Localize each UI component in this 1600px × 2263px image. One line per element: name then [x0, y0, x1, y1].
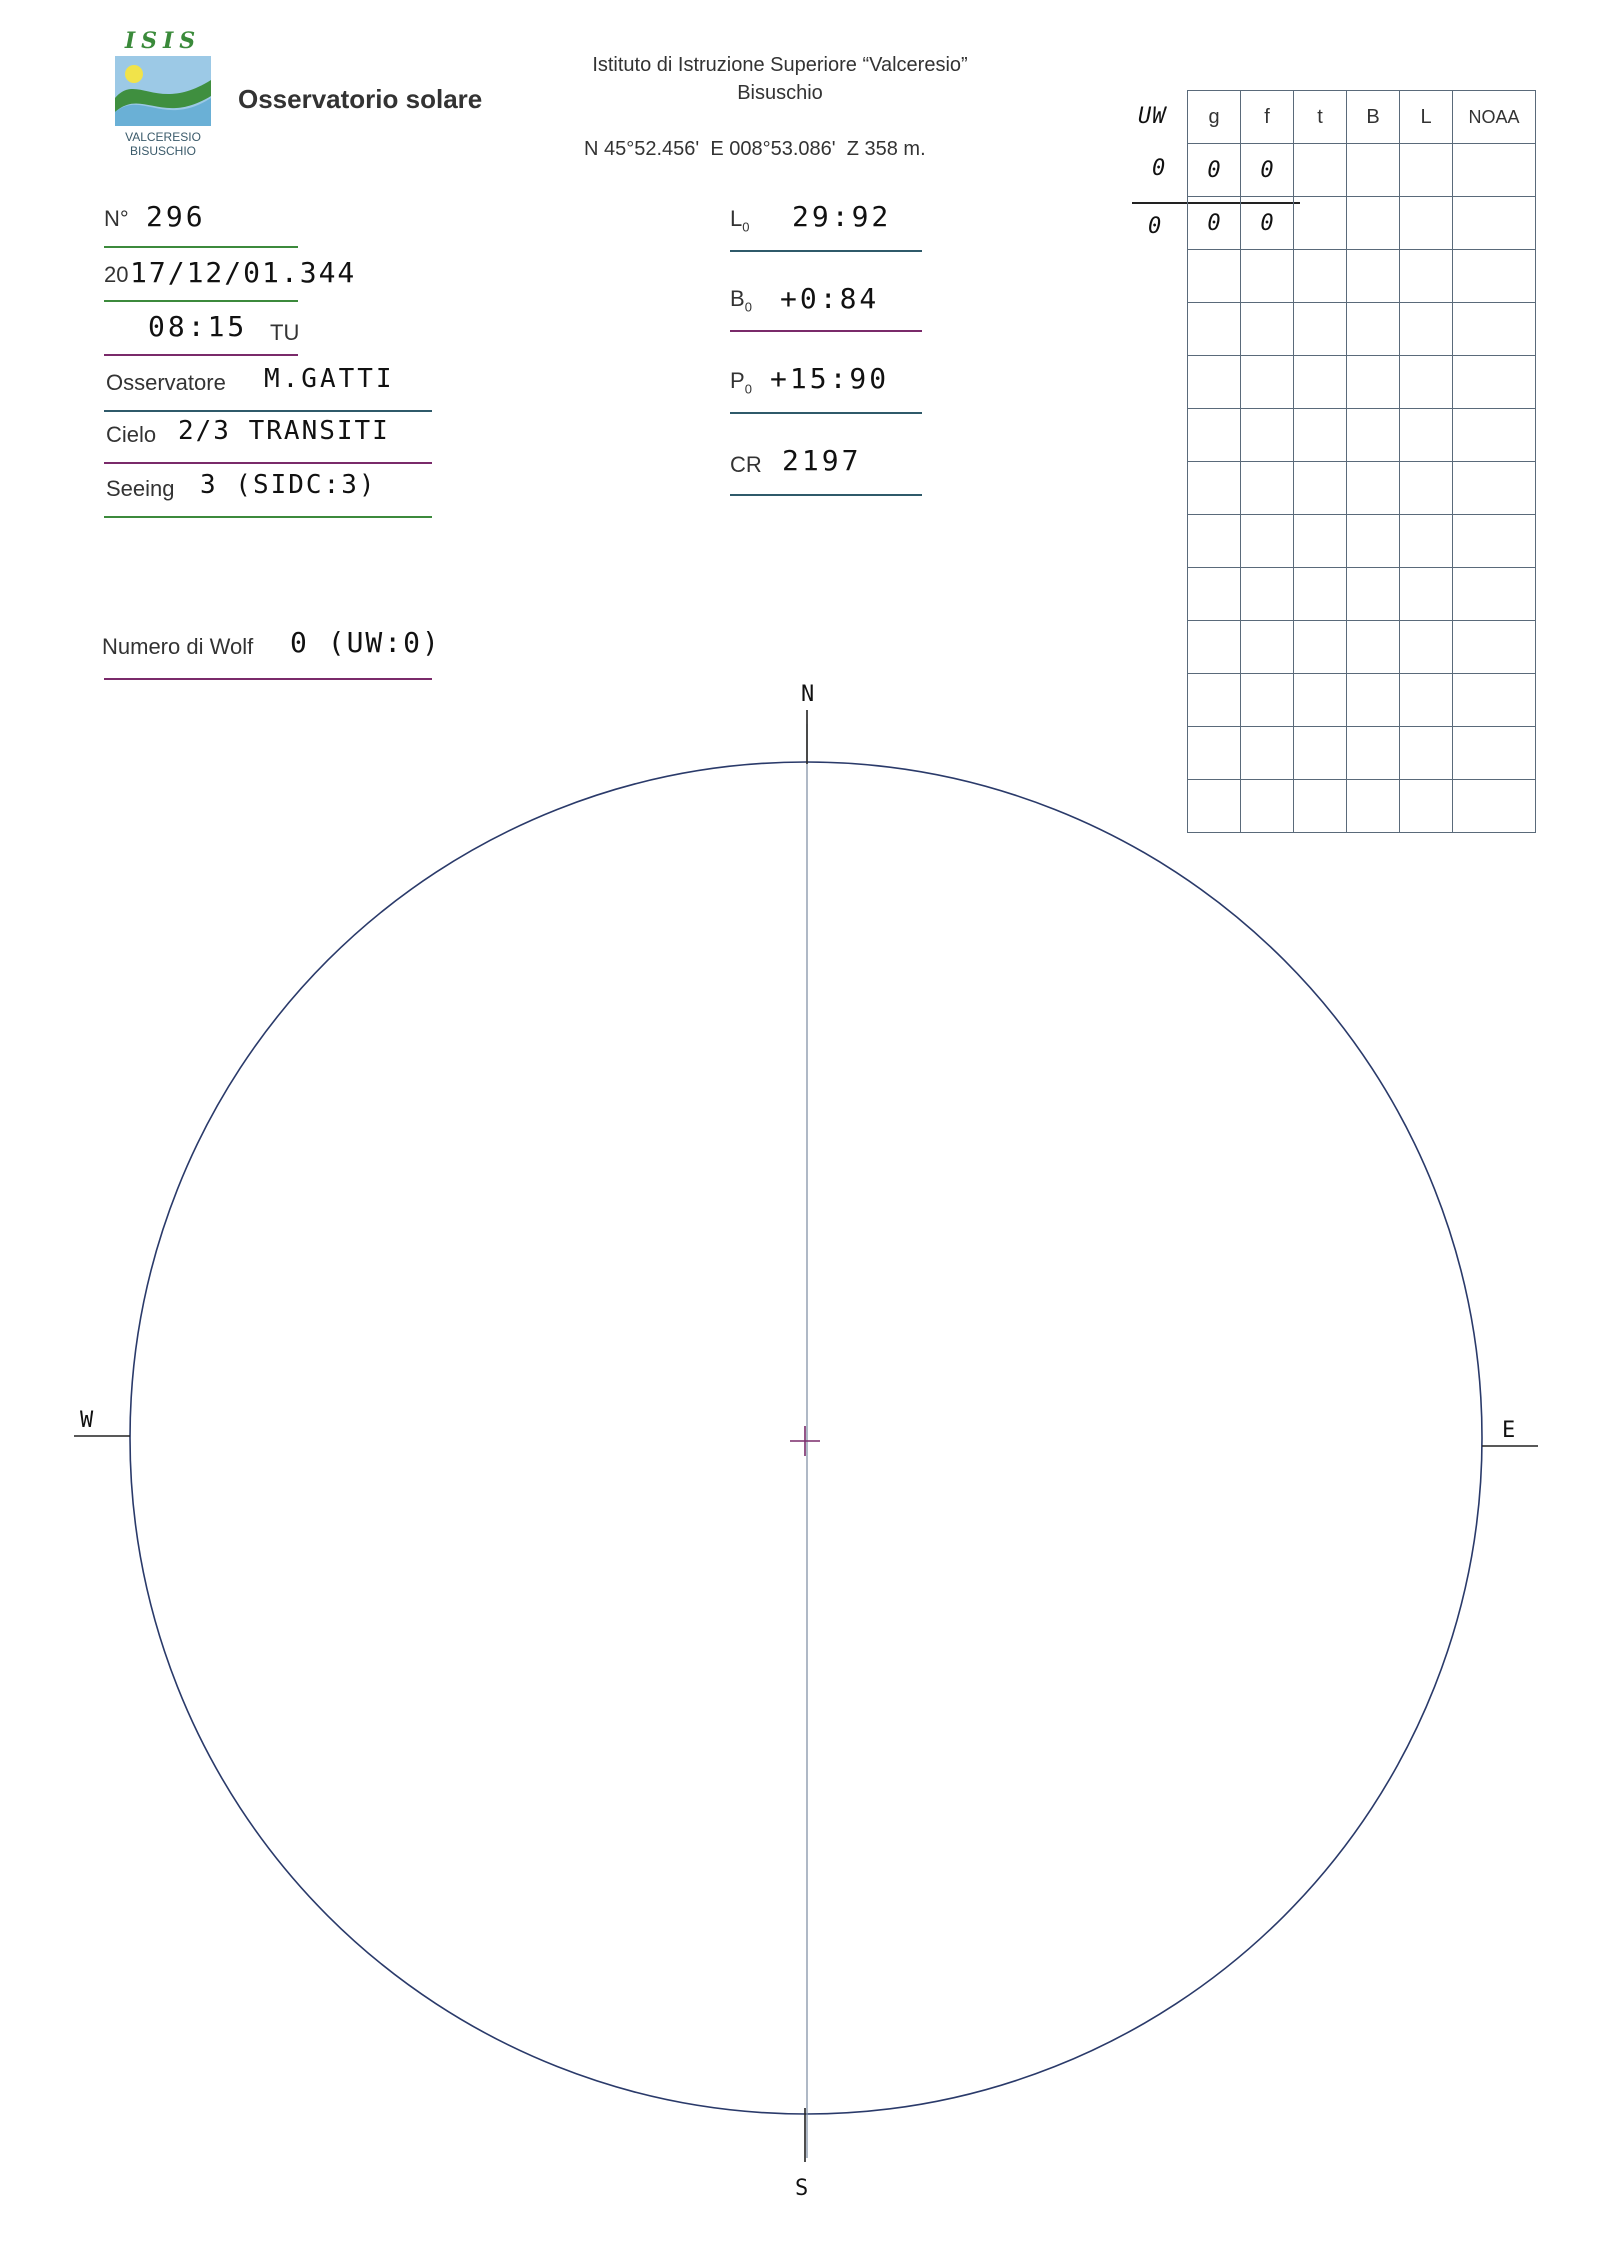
logo-caption-2: BISUSCHIO	[129, 144, 196, 158]
seeing-value: 3 (SIDC:3)	[200, 470, 377, 500]
observatory-title: Osservatorio solare	[238, 84, 483, 114]
uw-value-1: 0	[1152, 156, 1169, 181]
header-t: t	[1294, 91, 1347, 144]
sky-rule	[104, 462, 432, 464]
number-value: 296	[146, 200, 206, 233]
logo-emblem-icon	[112, 54, 214, 128]
b0-rule	[730, 330, 922, 332]
north-label: N	[801, 682, 815, 707]
cell-l-2	[1400, 197, 1453, 250]
seeing-rule	[104, 516, 432, 518]
cell-g-1: 0	[1188, 144, 1241, 197]
table-row	[1188, 144, 1536, 197]
header-g: g	[1188, 91, 1241, 144]
header-f: f	[1241, 91, 1294, 144]
l0-label: $L_0$	[730, 206, 750, 235]
wolf-value: 0 (UW:0)	[290, 626, 441, 659]
header-noaa: NOAA	[1453, 91, 1536, 144]
time-unit: TU	[270, 320, 300, 345]
east-label: E	[1502, 1418, 1516, 1443]
table-header-row	[1188, 91, 1536, 144]
l0-rule	[730, 250, 922, 252]
table-row	[1188, 197, 1536, 250]
cr-value: 2197	[782, 444, 862, 477]
p0-rule	[730, 412, 922, 414]
seeing-label: Seeing	[106, 476, 175, 501]
cr-rule	[730, 494, 922, 496]
group-count-table	[1187, 90, 1536, 833]
b0-label: $B_0$	[730, 286, 752, 315]
west-label: W	[80, 1408, 94, 1433]
sky-value: 2/3 TRANSITI	[178, 416, 390, 446]
observatory-coordinates: N 45°52.456' E 008°53.086' Z 358 m.	[584, 138, 926, 160]
table-row	[1188, 515, 1536, 568]
wolf-rule	[104, 678, 432, 680]
table-row	[1188, 462, 1536, 515]
table-row	[1188, 780, 1536, 833]
time-rule	[104, 354, 298, 356]
date-prefix: 20	[104, 262, 129, 287]
institute-line-2: Bisuschio	[737, 82, 823, 104]
cell-t-2	[1294, 197, 1347, 250]
logo-caption-1: VALCERESIO	[125, 130, 201, 144]
cell-t-1	[1294, 144, 1347, 197]
uw-value-2: 0	[1148, 214, 1165, 239]
cell-b-2	[1347, 197, 1400, 250]
table-row	[1188, 621, 1536, 674]
number-rule	[104, 246, 298, 248]
cell-noaa-1	[1453, 144, 1536, 197]
date-value: 17/12/01.344	[130, 256, 357, 289]
cr-label: CR	[730, 452, 762, 477]
cell-f-1: 0	[1241, 144, 1294, 197]
cell-noaa-2	[1453, 197, 1536, 250]
cell-g-2: 0	[1188, 197, 1241, 250]
date-rule	[104, 300, 298, 302]
institute-line-1: Istituto di Istruzione Superiore “Valceresio”	[592, 54, 968, 76]
p0-value: +15:90	[770, 362, 890, 395]
table-row	[1188, 303, 1536, 356]
b0-value: +0:84	[780, 282, 880, 315]
cell-l-1	[1400, 144, 1453, 197]
p0-label: $P_0$	[730, 368, 752, 397]
time-value: 08:15	[148, 310, 248, 343]
table-row	[1188, 250, 1536, 303]
uw-header: UW	[1138, 104, 1167, 129]
isis-logo	[112, 28, 214, 160]
observer-rule	[104, 410, 432, 412]
south-label: S	[795, 2176, 809, 2201]
logo-text: ISIS	[124, 28, 202, 54]
header-b: B	[1347, 91, 1400, 144]
observer-value: M.GATTI	[264, 364, 395, 394]
table-row	[1188, 727, 1536, 780]
table-row	[1188, 568, 1536, 621]
table-row	[1188, 674, 1536, 727]
l0-value: 29:92	[792, 200, 892, 233]
observer-label: Osservatore	[106, 370, 226, 395]
number-label: N°	[104, 206, 129, 231]
solar-disk-circle	[130, 762, 1482, 2114]
table-row	[1188, 409, 1536, 462]
header-l: L	[1400, 91, 1453, 144]
table-row	[1188, 356, 1536, 409]
wolf-label: Numero di Wolf	[102, 634, 254, 659]
cell-b-1	[1347, 144, 1400, 197]
sky-label: Cielo	[106, 422, 157, 447]
cell-f-2: 0	[1241, 197, 1294, 250]
